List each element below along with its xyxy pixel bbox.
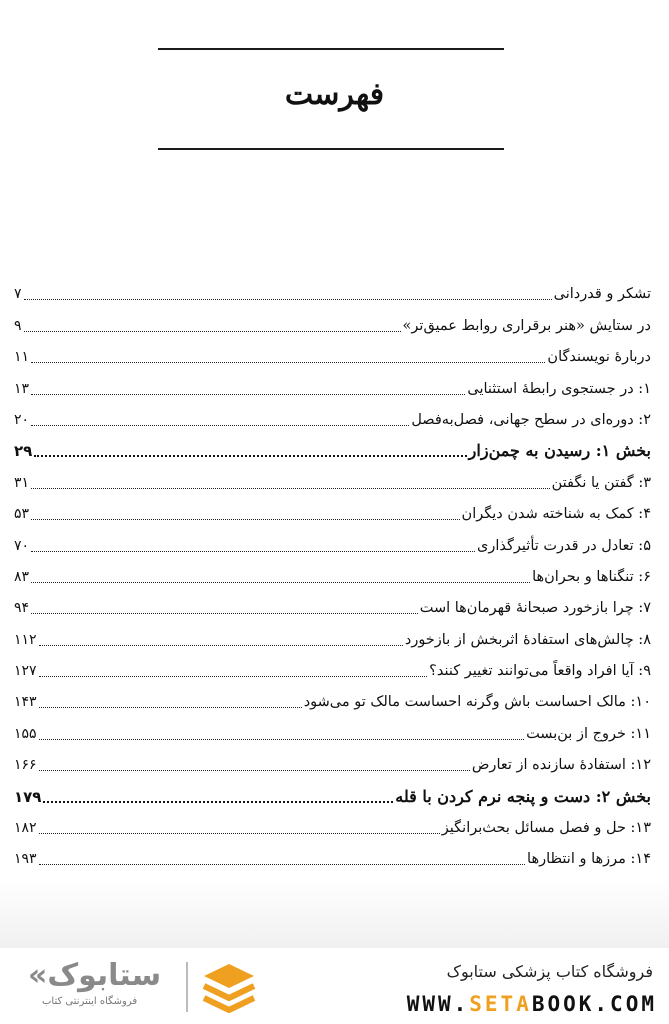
toc-dot-leader	[31, 425, 409, 426]
toc-dot-leader	[39, 864, 525, 865]
toc-row[interactable]	[14, 619, 651, 650]
toc-dot-leader	[31, 551, 475, 552]
url-accent: SETA	[469, 992, 532, 1016]
toc-dot-leader	[39, 645, 403, 646]
toc-dot-leader	[39, 770, 470, 771]
title-top-rule	[158, 48, 504, 50]
toc-entry-label: در ستایش «هنر برقراری روابط عمیق‌تر»	[402, 317, 651, 334]
toc-page-number: ۱۴۳	[14, 694, 37, 711]
toc-entry-label: ۴: کمک به شناخته شدن دیگران	[461, 506, 651, 523]
toc-entry-label: ۲: دوره‌ای در سطح جهانی، فصل‌به‌فصل	[411, 411, 651, 428]
toc-entry-label: بخش ۱: رسیدن به چمن‌زار	[468, 441, 651, 461]
toc-page-number: ۷	[14, 286, 22, 303]
toc-dot-leader	[39, 739, 525, 740]
toc-page-number: ۱۹۳	[14, 851, 37, 868]
toc-dot-leader	[39, 707, 302, 708]
url-prefix: WWW.	[406, 992, 470, 1016]
toc-dot-leader	[43, 801, 393, 803]
toc-page-number: ۵۳	[14, 506, 30, 523]
toc-dot-leader	[34, 455, 466, 457]
store-logo	[14, 956, 264, 1018]
book-stack-icon	[200, 962, 258, 1014]
toc-page-number: ۱۱	[14, 349, 30, 366]
logo-separator	[186, 962, 188, 1012]
toc-row[interactable]	[14, 839, 651, 870]
toc-entry-label: ۱۴: مرزها و انتظارها	[527, 851, 651, 868]
toc-page-number: ۱۳	[14, 380, 30, 397]
toc-dot-leader	[31, 519, 460, 520]
toc-entry-label: ۱۰: مالک احساست باش و‌گرنه احساست مالک تو می‌شود	[303, 694, 651, 711]
toc-row[interactable]	[14, 525, 651, 556]
toc-entry-label: ۷: چرا بازخورد صبحانهٔ قهرمان‌ها است	[419, 600, 651, 617]
toc-page-number: ۲۰	[14, 411, 30, 428]
toc-row[interactable]	[14, 462, 651, 493]
toc-entry-label: ۳: گفتن یا نگفتن	[551, 474, 651, 491]
store-name: فروشگاه کتاب پزشکی ستابوک	[446, 962, 653, 981]
toc-page-number: ۱۲۷	[14, 663, 37, 680]
toc-page-number: ۱۷۹	[14, 787, 42, 806]
toc-row[interactable]	[14, 713, 651, 744]
toc-row[interactable]	[14, 274, 651, 305]
toc-row[interactable]	[14, 557, 651, 588]
toc-entry-label: بخش ۲: دست و پنجه نرم کردن با قله	[395, 786, 651, 806]
store-url[interactable]	[407, 992, 657, 1016]
toc-page-number: ۳۱	[14, 474, 30, 491]
toc-row[interactable]	[14, 588, 651, 619]
toc-row[interactable]	[14, 337, 651, 368]
page-title: فهرست	[284, 77, 385, 112]
toc-dot-leader	[39, 676, 428, 677]
toc-dot-leader	[31, 613, 418, 614]
toc-dot-leader	[31, 488, 550, 489]
toc-row[interactable]	[14, 494, 651, 525]
toc-page-number: ۱۵۵	[14, 725, 37, 742]
toc-entry-label: ۱۲: استفادهٔ سازنده از تعارض	[471, 757, 651, 774]
toc-dot-leader	[24, 331, 401, 332]
toc-part-row[interactable]	[14, 776, 651, 807]
toc-row[interactable]	[14, 368, 651, 399]
toc-page-number: ۲۹	[14, 442, 33, 461]
toc-row[interactable]	[14, 651, 651, 682]
toc-page-number: ۷۰	[14, 537, 30, 554]
toc-dot-leader	[31, 582, 530, 583]
toc-page-number: ۱۸۲	[14, 820, 37, 837]
toc-entry-label: ۸: چالش‌های استفادهٔ اثربخش از بازخورد	[404, 631, 651, 648]
logo-brand-text: ستابوک»	[28, 958, 162, 993]
store-footer-banner	[0, 948, 669, 1024]
title-bottom-rule	[158, 148, 504, 150]
table-of-contents	[14, 274, 651, 870]
toc-dot-leader	[31, 394, 465, 395]
toc-dot-leader	[24, 299, 552, 300]
toc-part-row[interactable]	[14, 431, 651, 462]
toc-page-number: ۱۱۲	[14, 631, 37, 648]
toc-entry-label: ۶: تنگناها و بحران‌ها	[532, 568, 651, 585]
toc-entry-label: ۹: آیا افراد واقعاً می‌توانند تغییر کنند؟	[429, 663, 651, 680]
toc-entry-label: ۱: در جستجوی رابطهٔ استثنایی	[467, 380, 651, 397]
toc-entry-label: دربارهٔ نویسندگان	[547, 349, 651, 366]
toc-dot-leader	[31, 362, 545, 363]
toc-dot-leader	[39, 833, 440, 834]
toc-row[interactable]	[14, 305, 651, 336]
toc-row[interactable]	[14, 682, 651, 713]
toc-entry-label: ۱۱: خروج از بن‌بست	[526, 725, 651, 742]
toc-row[interactable]	[14, 745, 651, 776]
logo-tagline: فروشگاه اینترنتی کتاب	[42, 996, 138, 1007]
toc-page-number: ۹	[14, 317, 22, 334]
toc-page-number: ۹۴	[14, 600, 30, 617]
toc-page-number: ۱۶۶	[14, 757, 37, 774]
toc-entry-label: ۱۳: حل و فصل مسائل بحث‌برانگیز	[441, 820, 651, 837]
toc-entry-label: تشکر و قدردانی	[553, 286, 651, 303]
toc-row[interactable]	[14, 400, 651, 431]
url-suffix: BOOK.COM	[531, 992, 657, 1016]
toc-entry-label: ۵: تعادل در قدرت تأثیرگذاری	[477, 537, 651, 554]
toc-row[interactable]	[14, 808, 651, 839]
bottom-fade-overlay	[0, 880, 669, 955]
toc-page-number: ۸۳	[14, 568, 30, 585]
